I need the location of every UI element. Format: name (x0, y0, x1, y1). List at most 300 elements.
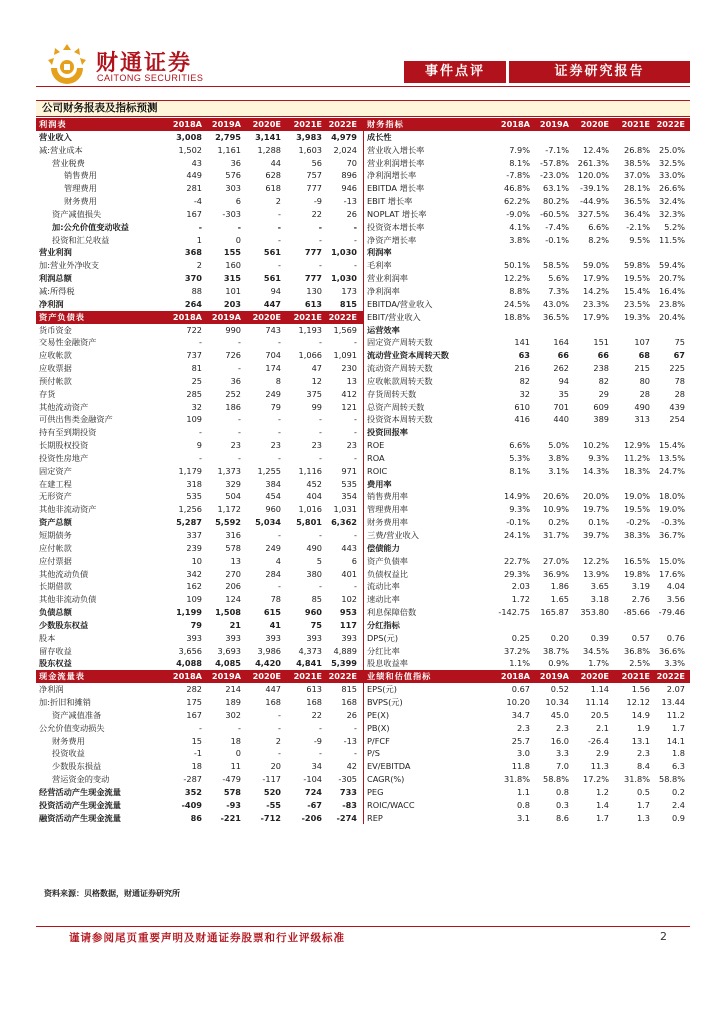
table-row (36, 336, 363, 349)
table-row (364, 568, 690, 581)
value-cell: 63 (518, 350, 530, 361)
value-cell: 11.3 (590, 761, 609, 772)
value-cell: 47 (311, 363, 322, 374)
table-row (364, 311, 690, 324)
year-header: 2022E (656, 671, 685, 682)
table-row (364, 413, 690, 426)
value-cell: 1.4 (595, 799, 609, 810)
value-cell: -9.0% (506, 208, 530, 219)
value-cell: 22.7% (503, 555, 530, 566)
value-cell: 3.8% (548, 452, 569, 463)
value-cell: 164 (553, 337, 569, 348)
value-cell: 404 (306, 491, 322, 502)
row-label: NOPLAT 增长率 (367, 208, 427, 219)
row-label: 少数股东损益 (52, 761, 102, 772)
value-cell: 63.1% (542, 183, 569, 194)
value-cell: 3.56 (666, 594, 685, 605)
value-cell: 282 (186, 684, 202, 695)
value-cell: 1,031 (333, 504, 357, 515)
row-label: 流动比率 (367, 581, 400, 592)
value-cell: - (278, 208, 281, 219)
row-label: 货币资金 (39, 324, 72, 335)
table-row (364, 812, 690, 825)
company-logo (44, 42, 90, 86)
row-label: 营业利润 (39, 247, 72, 258)
value-cell: 610 (514, 401, 530, 412)
table-row (364, 221, 690, 234)
row-label: 负债权益比 (367, 568, 408, 579)
table-header-row (36, 670, 363, 683)
value-cell: 6.6% (588, 221, 609, 232)
table-row (36, 452, 363, 465)
value-cell: 1,179 (178, 465, 202, 476)
value-cell: - (319, 234, 322, 245)
value-cell: 1.65 (550, 594, 569, 605)
value-cell: 167 (186, 709, 202, 720)
value-cell: -93 (226, 799, 241, 810)
table-row (364, 722, 690, 735)
value-cell: -23.0% (540, 170, 569, 181)
table-row (36, 812, 363, 825)
table-row (364, 619, 690, 632)
value-cell: 18.8% (503, 311, 530, 322)
value-cell: 107 (634, 337, 650, 348)
table-row (364, 503, 690, 516)
value-cell: 3.1% (548, 465, 569, 476)
table-row (36, 131, 363, 144)
row-label: BVPS(元) (367, 696, 403, 707)
value-cell: 14.2% (582, 285, 609, 296)
value-cell: 35 (558, 388, 569, 399)
value-cell: 0.9% (548, 658, 569, 669)
value-cell: 79 (270, 401, 281, 412)
value-cell: 2.07 (666, 684, 685, 695)
table-row (36, 709, 363, 722)
value-cell: 2.3 (555, 722, 569, 733)
value-cell: 11.14 (585, 696, 609, 707)
value-cell: 960 (265, 504, 281, 515)
value-cell: 578 (225, 542, 241, 553)
row-label: 短期债务 (39, 530, 72, 540)
value-cell: - (238, 427, 241, 438)
value-cell: -104 (303, 774, 322, 785)
value-cell: 16.4% (658, 285, 685, 296)
table-row (36, 285, 363, 298)
value-cell: - (354, 581, 357, 592)
value-cell: 412 (341, 388, 357, 399)
value-cell: 66 (557, 350, 569, 361)
value-cell: 1,116 (298, 465, 322, 476)
row-label: 营业税费 (52, 157, 85, 168)
value-cell: - (278, 581, 281, 592)
table-row (364, 272, 690, 285)
value-cell: 19.5% (623, 504, 650, 515)
value-cell: - (278, 748, 281, 759)
value-cell: 44 (270, 157, 281, 168)
value-cell: 12.2% (582, 555, 609, 566)
table-row (364, 529, 690, 542)
table-row (36, 632, 363, 645)
value-cell: 3,983 (296, 131, 322, 142)
page-number: 2 (660, 930, 667, 943)
value-cell: 22 (311, 709, 322, 720)
value-cell: 303 (225, 183, 241, 194)
value-cell: 25.7 (511, 735, 530, 746)
value-cell: 15.0% (658, 555, 685, 566)
value-cell: 1,502 (178, 144, 202, 155)
value-cell: 1,508 (215, 607, 241, 618)
table-row (36, 272, 363, 285)
value-cell: 32 (191, 401, 202, 412)
row-label: 销售费用 (64, 170, 97, 181)
table-row (364, 516, 690, 529)
value-cell: -7.8% (506, 170, 530, 181)
row-label: 加:公允价值变动收益 (52, 221, 129, 232)
year-header: 2021E (293, 311, 322, 322)
row-label: 利息保障倍数 (367, 607, 417, 618)
value-cell: 302 (225, 709, 241, 720)
value-cell: 23 (230, 440, 241, 451)
value-cell: 0.39 (590, 632, 609, 643)
value-cell: 2 (196, 260, 202, 271)
value-cell: 109 (186, 594, 202, 605)
row-label: 少数股东权益 (39, 619, 89, 630)
value-cell: - (278, 530, 281, 540)
value-cell: 230 (341, 363, 357, 374)
value-cell: -287 (183, 774, 202, 785)
value-cell: -117 (262, 774, 281, 785)
value-cell: 189 (225, 696, 241, 707)
value-cell: 737 (186, 350, 202, 361)
table-row (36, 195, 363, 208)
table-row (36, 401, 363, 414)
table-row (36, 169, 363, 182)
value-cell: -13 (343, 735, 357, 746)
section-title: 财务指标 (367, 119, 404, 129)
value-cell: 1.7 (595, 812, 609, 823)
value-cell: 28 (674, 388, 685, 399)
value-cell: 393 (225, 632, 241, 643)
value-cell: 13.5% (658, 452, 685, 463)
row-label: 股东权益 (39, 658, 72, 669)
row-label: 应收票据 (39, 363, 72, 374)
value-cell: - (353, 221, 357, 232)
value-cell: 264 (184, 298, 202, 309)
value-cell: 37.2% (503, 645, 530, 656)
table-row (364, 735, 690, 748)
row-label: 速动比率 (367, 594, 400, 605)
table-row (364, 465, 690, 478)
year-header: 2018A (172, 119, 202, 129)
value-cell: 174 (265, 363, 281, 374)
year-header: 2018A (172, 311, 202, 322)
row-label: ROIC (367, 465, 388, 476)
row-label: 其他流动资产 (39, 401, 89, 412)
row-label: 毛利率 (367, 260, 392, 271)
value-cell: 28.1% (623, 183, 650, 194)
value-cell: 254 (669, 414, 685, 425)
row-label: 分红指标 (367, 619, 400, 630)
table-row (364, 452, 690, 465)
value-cell: 43.0% (542, 298, 569, 309)
value-cell: 1.86 (550, 581, 569, 592)
row-label: ROA (367, 452, 385, 463)
value-cell: -712 (260, 812, 281, 823)
table-row (364, 542, 690, 555)
report-type-banner (404, 61, 690, 83)
row-label: 减:所得税 (39, 285, 75, 296)
row-label: 固定资产周转天数 (367, 337, 433, 348)
value-cell: 13 (230, 555, 241, 566)
table-row (364, 606, 690, 619)
value-cell: 1.2 (595, 786, 609, 797)
value-cell: 15.4% (623, 285, 650, 296)
value-cell: 0.52 (550, 684, 569, 695)
value-cell: 160 (225, 260, 241, 271)
value-cell: 443 (341, 542, 357, 553)
value-cell: 41 (269, 619, 281, 630)
row-label: 偿债能力 (367, 542, 400, 553)
value-cell: 4,085 (215, 658, 241, 669)
table-row (36, 234, 363, 247)
row-label: 交易性金融资产 (39, 337, 97, 348)
value-cell: - (198, 221, 202, 232)
value-cell: - (319, 581, 322, 592)
value-cell: -9 (313, 196, 322, 207)
year-header: 2019A (211, 671, 241, 682)
value-cell: 117 (339, 619, 357, 630)
row-label: 净利润率 (367, 285, 400, 296)
value-cell: 86 (190, 812, 202, 823)
value-cell: 46.8% (503, 183, 530, 194)
row-label: 净利润增长率 (367, 170, 417, 181)
value-cell: 701 (553, 401, 569, 412)
value-cell: 1,569 (333, 324, 357, 335)
value-cell: - (354, 337, 357, 348)
value-cell: - (199, 427, 202, 438)
value-cell: 239 (186, 542, 202, 553)
value-cell: 262 (553, 363, 569, 374)
value-cell: 329 (225, 478, 241, 489)
year-header: 2021E (621, 119, 650, 129)
value-cell: 59.8% (623, 260, 650, 271)
value-cell: 12 (311, 375, 322, 386)
row-label: 加:营业外净收支 (39, 260, 100, 271)
value-cell: 5,592 (215, 517, 241, 528)
value-cell: 3.19 (631, 581, 650, 592)
value-cell: -206 (301, 812, 322, 823)
value-cell: 1,161 (217, 144, 241, 155)
table-header-row (364, 118, 690, 131)
value-cell: 0.20 (550, 632, 569, 643)
value-cell: 389 (593, 414, 609, 425)
table-row (36, 144, 363, 157)
row-label: 长期借款 (39, 581, 72, 592)
value-cell: 5.2% (664, 221, 685, 232)
value-cell: 67 (673, 350, 685, 361)
row-label: 三费/营业收入 (367, 530, 419, 540)
section-title: 利润表 (39, 119, 67, 129)
year-header: 2021E (621, 671, 650, 682)
value-cell: 19.8% (623, 568, 650, 579)
value-cell: 32.5% (658, 157, 685, 168)
row-label: 在建工程 (39, 478, 72, 489)
value-cell: 0.5 (636, 786, 650, 797)
row-label: 应收帐款周转天数 (367, 375, 433, 386)
value-cell: 2.1 (595, 722, 609, 733)
value-cell: 23 (311, 440, 322, 451)
value-cell: 25.0% (658, 144, 685, 155)
row-label: EBITDA/营业收入 (367, 298, 433, 309)
value-cell: 8.1% (509, 157, 530, 168)
row-label: DPS(元) (367, 632, 399, 643)
value-cell: 1,373 (217, 465, 241, 476)
value-cell: 1,091 (333, 350, 357, 361)
value-cell: 78 (270, 594, 281, 605)
value-cell: 990 (225, 324, 241, 335)
value-cell: 743 (265, 324, 281, 335)
value-cell: 78 (674, 375, 685, 386)
row-label: 资产负债率 (367, 555, 408, 566)
value-cell: 206 (225, 581, 241, 592)
value-cell: 1.9 (636, 722, 650, 733)
value-cell: 167 (186, 208, 202, 219)
value-cell: 38.5% (623, 157, 650, 168)
disclaimer-text: 谨请参阅尾页重要声明及财通证券股票和行业评级标准 (69, 932, 345, 944)
value-cell: 39.7% (582, 530, 609, 540)
value-cell: 3,141 (255, 131, 281, 142)
value-cell: 342 (186, 568, 202, 579)
value-cell: - (278, 414, 281, 425)
value-cell: 3,693 (217, 645, 241, 656)
value-cell: 14.3% (582, 465, 609, 476)
value-cell: 238 (593, 363, 609, 374)
table-row (364, 259, 690, 272)
value-cell: 1.72 (511, 594, 530, 605)
table-row (364, 632, 690, 645)
table-row (36, 555, 363, 568)
value-cell: 25 (191, 375, 202, 386)
row-label: 流动资产周转天数 (367, 363, 433, 374)
value-cell: 17.9% (582, 273, 609, 284)
value-cell: 4,420 (255, 658, 281, 669)
value-cell: 23.3% (582, 298, 609, 309)
value-cell: -303 (222, 208, 241, 219)
value-cell: 8.1% (509, 465, 530, 476)
table-row (364, 298, 690, 311)
value-cell: 704 (265, 350, 281, 361)
value-cell: 370 (184, 273, 202, 284)
row-label: 长期股权投资 (39, 440, 89, 451)
value-cell: - (319, 260, 322, 271)
value-cell: 34.7 (511, 709, 530, 720)
value-cell: 9.5% (629, 234, 650, 245)
value-cell: 20 (270, 761, 281, 772)
row-label: CAGR(%) (367, 774, 405, 785)
value-cell: -409 (181, 799, 202, 810)
value-cell: 13 (346, 375, 357, 386)
value-cell: 2.3 (636, 748, 650, 759)
row-label: 营业利润率 (367, 273, 408, 284)
table-row (36, 208, 363, 221)
value-cell: 85 (311, 594, 322, 605)
value-cell: 535 (186, 491, 202, 502)
year-header: 2021E (293, 119, 322, 129)
table-row (36, 606, 363, 619)
value-cell: 225 (669, 363, 685, 374)
value-cell: 520 (263, 786, 281, 797)
value-cell: 815 (341, 684, 357, 695)
value-cell: 23.5% (623, 298, 650, 309)
value-cell: 249 (265, 388, 281, 399)
value-cell: - (278, 260, 281, 271)
row-label: 经营活动产生现金流量 (39, 786, 121, 797)
value-cell: 186 (225, 401, 241, 412)
table-row (364, 773, 690, 786)
year-header: 2020E (252, 119, 281, 129)
table-row (36, 439, 363, 452)
value-cell: 0 (235, 234, 241, 245)
value-cell: 2.3 (516, 722, 530, 733)
value-cell: 18.3% (623, 465, 650, 476)
table-row (36, 388, 363, 401)
value-cell: - (199, 452, 202, 463)
value-cell: -0.1% (506, 517, 530, 528)
value-cell: 401 (341, 568, 357, 579)
value-cell: 0.67 (511, 684, 530, 695)
value-cell: 1.7 (671, 722, 685, 733)
value-cell: 613 (306, 684, 322, 695)
value-cell: 38.7% (542, 645, 569, 656)
value-cell: 20.4% (658, 311, 685, 322)
value-cell: -39.1% (580, 183, 609, 194)
value-cell: 971 (341, 465, 357, 476)
value-cell: 36.4% (623, 208, 650, 219)
row-label: 减:营业成本 (39, 144, 83, 155)
row-label: 无形资产 (39, 491, 72, 502)
value-cell: 352 (184, 786, 202, 797)
value-cell: -142.75 (498, 607, 530, 618)
table-row (36, 298, 363, 311)
value-cell: 16.0 (550, 735, 569, 746)
row-label: ROIC/WACC (367, 799, 415, 810)
year-header: 2022E (328, 311, 357, 322)
value-cell: - (319, 722, 322, 733)
value-cell: 5.0% (548, 440, 569, 451)
row-label: 持有至到期投资 (39, 427, 97, 438)
value-cell: -221 (220, 812, 241, 823)
row-label: EV/EBITDA (367, 761, 411, 772)
value-cell: - (277, 221, 281, 232)
value-cell: 0.76 (666, 632, 685, 643)
value-cell: 576 (225, 170, 241, 181)
value-cell: 1.3 (636, 812, 650, 823)
value-cell: 613 (304, 298, 322, 309)
value-cell: 0.2% (548, 517, 569, 528)
value-cell: -67 (307, 799, 322, 810)
table-row (364, 786, 690, 799)
table-row (36, 503, 363, 516)
value-cell: 6 (235, 196, 241, 207)
value-cell: 3.0 (516, 748, 530, 759)
year-header: 2018A (500, 671, 530, 682)
table-row (364, 324, 690, 337)
row-label: 投资收益 (52, 748, 85, 759)
value-cell: 175 (186, 696, 202, 707)
value-cell: 757 (306, 170, 322, 181)
value-cell: 354 (341, 491, 357, 502)
value-cell: 8.2% (588, 234, 609, 245)
